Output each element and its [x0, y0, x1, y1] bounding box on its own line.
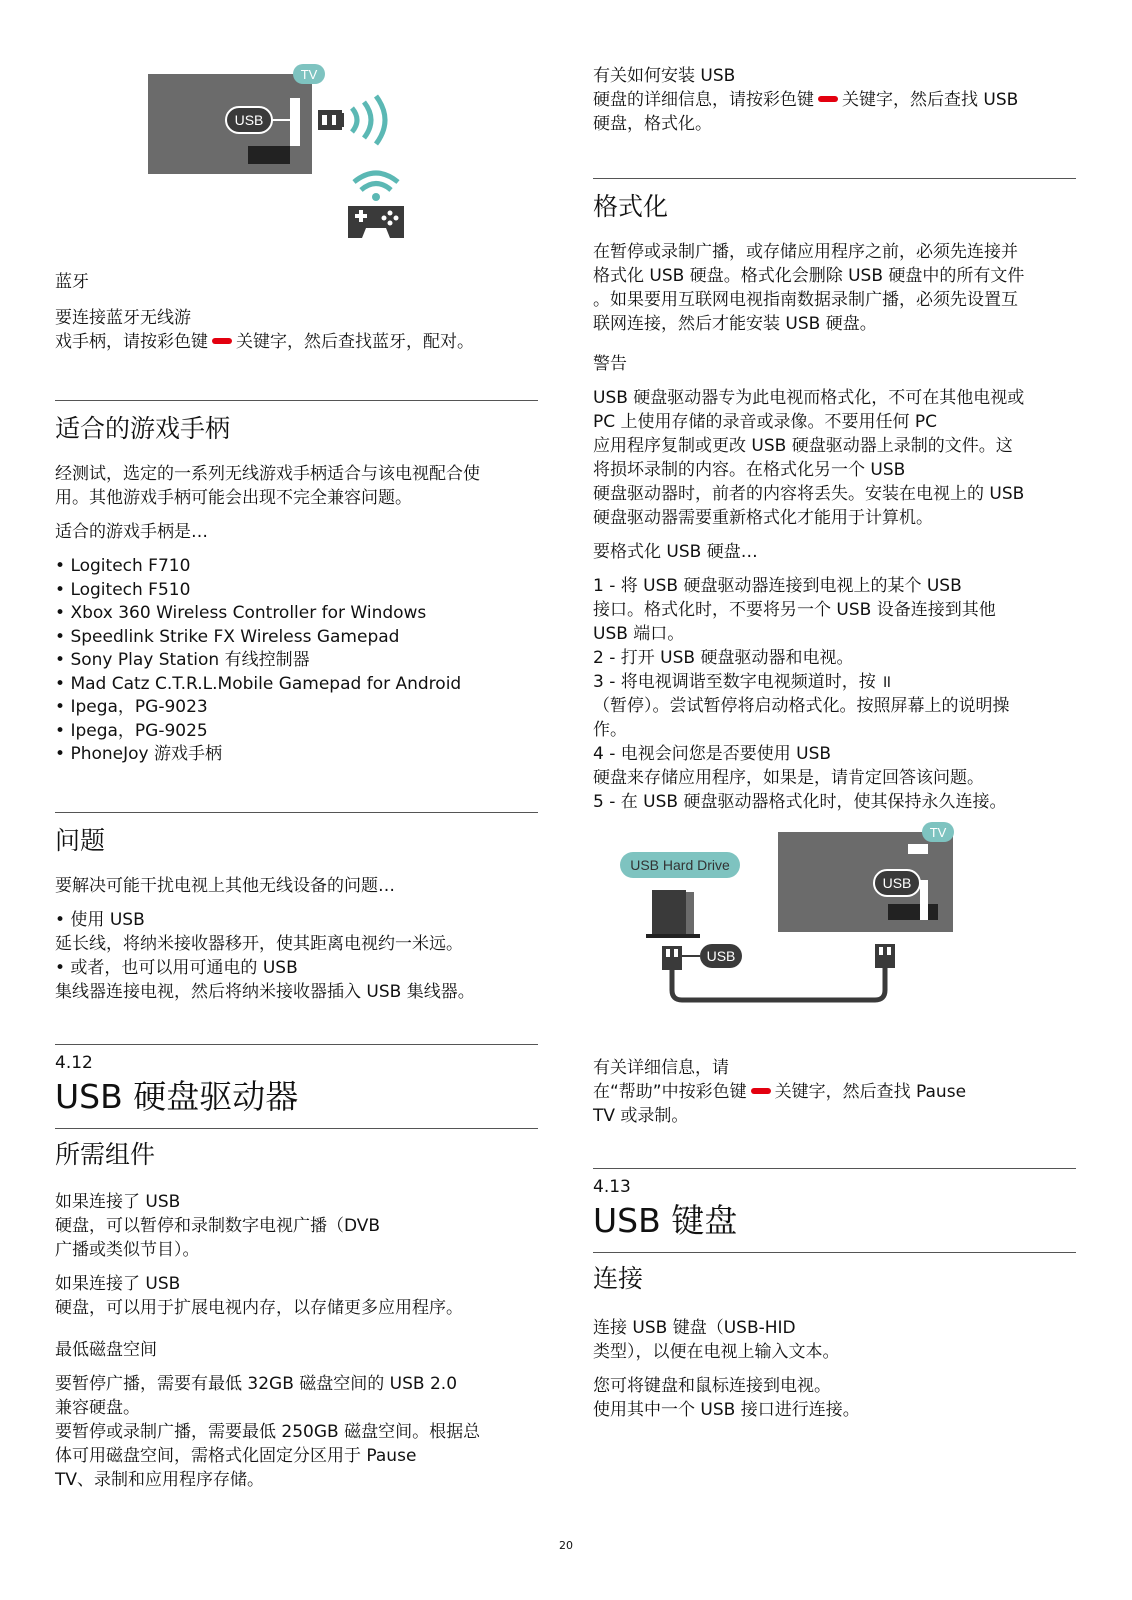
list-item: • Sony Play Station 有线控制器	[55, 649, 535, 673]
wifi-icon	[354, 173, 398, 201]
red-color-key-icon	[751, 1088, 771, 1094]
tv-stand-block	[248, 146, 290, 164]
wireless-wave-3	[376, 96, 385, 144]
tv-stand-block	[888, 904, 938, 920]
section-title-usb-hdd: USB 硬盘驱动器	[55, 1077, 299, 1116]
cable-plug-right	[875, 944, 895, 958]
divider	[55, 1128, 538, 1129]
list-item: • Ipega，PG-9023	[55, 696, 535, 720]
install-info-line2: 硬盘的详细信息，请按彩色键 关键字，然后查找 USB	[593, 90, 1019, 110]
usb-hard-drive	[652, 890, 686, 936]
divider	[593, 1252, 1076, 1253]
bluetooth-text-line2: 戏手柄，请按彩色键 关键字，然后查找蓝牙，配对。	[55, 332, 474, 352]
list-item: • Ipega，PG-9025	[55, 720, 535, 744]
divider	[593, 1168, 1076, 1169]
section-number: 4.12	[55, 1053, 93, 1073]
gamepads-text: 经测试，选定的一系列无线游戏手柄适合与该电视配合使 用。其他游戏手柄可能会出现不完全兼容问题。	[55, 464, 480, 508]
gamepads-intro: 适合的游戏手柄是…	[55, 522, 208, 542]
min-disk-text: 要暂停广播，需要有最低 32GB 磁盘空间的 USB 2.0 兼容硬盘。 要暂停或录制广播，需要最低 250GB 磁盘空间。根据总 体可用磁盘空间，需格式化固定分区用于 Pause TV、录制和应用程序存储。	[55, 1374, 481, 1490]
list-item: • PhoneJoy 游戏手柄	[55, 743, 535, 767]
wireless-wave-1	[352, 108, 357, 132]
connect-p2: 您可将键盘和鼠标连接到电视。 使用其中一个 USB 接口进行连接。	[593, 1376, 860, 1420]
list-item: • Logitech F710	[55, 555, 535, 579]
divider	[593, 178, 1076, 179]
min-disk-heading: 最低磁盘空间	[55, 1340, 157, 1360]
cable-plug-left	[662, 946, 682, 960]
problems-intro: 要解决可能干扰电视上其他无线设备的问题…	[55, 876, 395, 896]
divider	[55, 812, 538, 813]
list-item: • Mad Catz C.T.R.L.Mobile Gamepad for Android	[55, 673, 535, 697]
warning-text: USB 硬盘驱动器专为此电视而格式化，不可在其他电视或 PC 上使用存储的录音或录像。不要用任何 PC 应用程序复制或更改 USB 硬盘驱动器上录制的文件。这 将损坏录制的内容。在格式化另一个 USB 硬盘驱动器时，前者的内容将丢失。安装在电视上的 USB 硬盘驱动器需要重新格式化才能用于计算机。	[593, 388, 1025, 528]
warning-heading: 警告	[593, 354, 627, 374]
tv-port-slot	[290, 98, 300, 146]
install-info-line1: 有关如何安装 USB	[593, 66, 736, 86]
format-steps-intro: 要格式化 USB 硬盘…	[593, 542, 758, 562]
format-heading: 格式化	[593, 192, 669, 221]
divider	[55, 1044, 538, 1045]
connect-heading: 连接	[593, 1264, 644, 1293]
usb-cable	[672, 968, 885, 1000]
bluetooth-text-line1: 要连接蓝牙无线游	[55, 308, 191, 328]
more-info-line2: 在“帮助”中按彩色键 关键字，然后查找 Pause	[593, 1082, 967, 1102]
list-item: • Xbox 360 Wireless Controller for Windows	[55, 602, 535, 626]
requirements-heading: 所需组件	[55, 1140, 156, 1169]
divider	[55, 400, 538, 401]
requirements-p2: 如果连接了 USB 硬盘，可以用于扩展电视内存，以存储更多应用程序。	[55, 1274, 463, 1318]
gamepads-heading: 适合的游戏手柄	[55, 414, 231, 443]
list-item: • Logitech F510	[55, 579, 535, 603]
problems-heading: 问题	[55, 826, 106, 855]
more-info-line3: TV 或录制。	[593, 1106, 689, 1126]
section-title-usb-keyboard: USB 键盘	[593, 1201, 738, 1240]
problems-text: • 使用 USB 延长线，将纳米接收器移开，使其距离电视约一米远。 • 或者，也可以用可通电的 USB 集线器连接电视，然后将纳米接收器插入 USB 集线器。	[55, 910, 475, 1002]
wireless-wave-2	[364, 102, 371, 138]
cable-usb-label: USB	[706, 948, 736, 964]
gamepads-list	[55, 555, 535, 767]
requirements-p1: 如果连接了 USB 硬盘，可以暂停和录制数字电视广播（DVB 广播或类似节目）。	[55, 1192, 381, 1260]
gamepad-icon	[348, 206, 404, 238]
tv-badge-label: TV	[300, 67, 318, 82]
red-color-key-icon	[212, 338, 232, 344]
page-number: 20	[559, 1539, 573, 1552]
usb-port-label: USB	[234, 112, 264, 128]
section-number: 4.13	[593, 1177, 631, 1197]
list-item: • Speedlink Strike FX Wireless Gamepad	[55, 626, 535, 650]
format-text: 在暂停或录制广播，或存储应用程序之前，必须先连接并 格式化 USB 硬盘。格式化会删除 USB 硬盘中的所有文件 。如果要用互联网电视指南数据录制广播，必须先设置互 联网连接，然后才能安装 USB 硬盘。	[593, 242, 1025, 334]
red-color-key-icon	[818, 96, 838, 102]
connect-p1: 连接 USB 键盘（USB-HID 类型），以便在电视上输入文本。	[593, 1318, 840, 1362]
tv-usb-dongle-illustration	[140, 60, 420, 250]
format-steps: 1 - 将 USB 硬盘驱动器连接到电视上的某个 USB 接口。格式化时，不要将另一个 USB 设备连接到其他 USB 端口。 2 - 打开 USB 硬盘驱动器和电视。 3 - 将电视调谐至数字电视频道时，按 ॥ （暂停）。尝试暂停将启动格式化。按照屏幕上的说明操 作。 4 - 电视会问您是否要使用 USB 硬盘来存储应用程序，如果是，请肯定回答该问题。 5 - 在 USB 硬盘驱动器格式化时，使其保持永久连接。	[593, 576, 1010, 812]
install-info-line3: 硬盘，格式化。	[593, 114, 712, 134]
more-info-line1: 有关详细信息，请	[593, 1058, 729, 1078]
bluetooth-heading: 蓝牙	[55, 272, 89, 292]
usb-hdd-connection-illustration	[620, 822, 960, 1022]
tv-badge-label: TV	[929, 825, 947, 840]
hdd-label: USB Hard Drive	[630, 857, 730, 873]
tv-usb-port-label: USB	[882, 875, 912, 891]
